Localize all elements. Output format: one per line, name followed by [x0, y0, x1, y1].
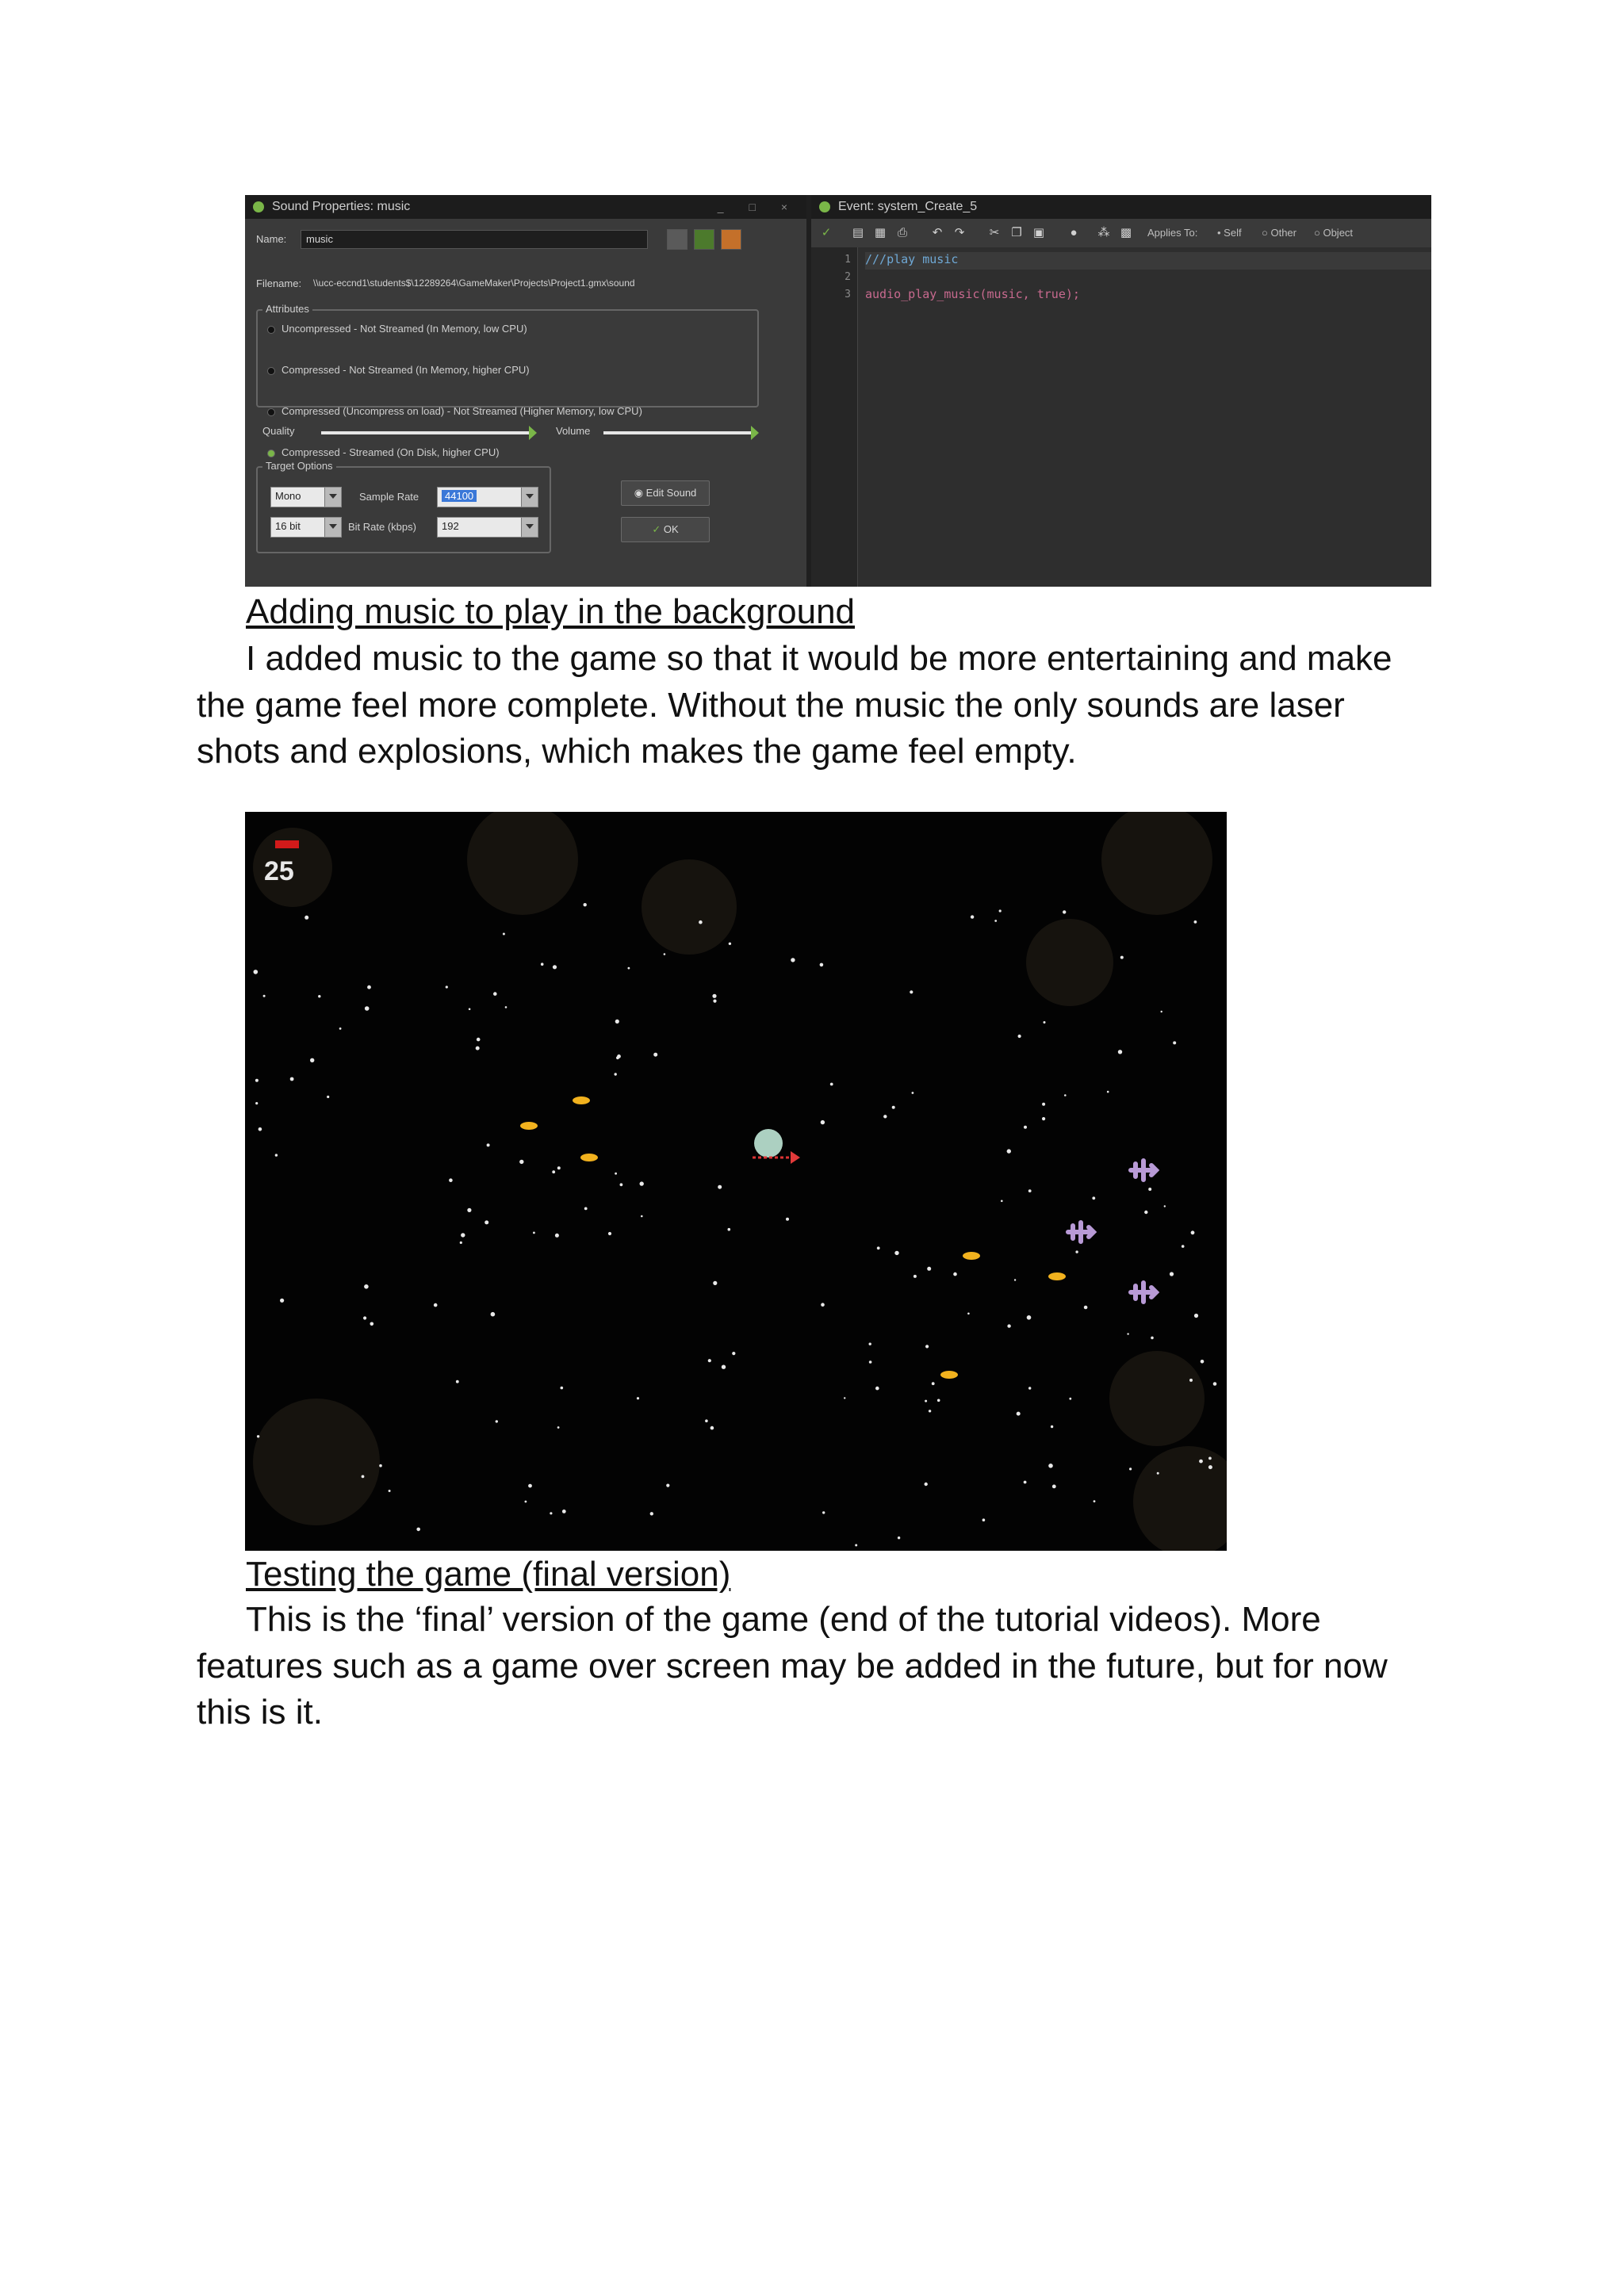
- asteroid-icon: [1109, 1351, 1205, 1446]
- star-icon: [666, 1484, 669, 1487]
- star-icon: [503, 933, 505, 936]
- enemy-layer: [1068, 1161, 1156, 1302]
- quality-slider[interactable]: [321, 431, 532, 434]
- star-icon: [821, 1303, 825, 1307]
- star-icon: [364, 1284, 369, 1289]
- star-icon: [713, 1000, 716, 1003]
- enemy-ship-icon: [1068, 1223, 1094, 1242]
- star-icon: [1048, 1464, 1053, 1468]
- star-icon: [937, 1399, 940, 1402]
- star-icon: [318, 995, 320, 997]
- copy-icon[interactable]: ❐: [1011, 226, 1022, 239]
- score-counter: 25: [264, 856, 294, 886]
- star-icon: [1044, 1021, 1046, 1024]
- star-icon: [1208, 1457, 1212, 1460]
- line-number-gutter: [811, 247, 858, 587]
- bullet: [1048, 1272, 1066, 1280]
- star-icon: [615, 1073, 617, 1075]
- star-icon: [496, 1420, 498, 1422]
- bit-rate-select[interactable]: [437, 517, 538, 538]
- star-icon: [898, 1536, 900, 1539]
- stop-sound-button[interactable]: [721, 229, 741, 250]
- star-icon: [1027, 1315, 1032, 1320]
- star-icon: [505, 1006, 508, 1008]
- volume-label: Volume: [556, 425, 591, 437]
- channels-select[interactable]: [270, 487, 342, 507]
- star-icon: [855, 1544, 857, 1547]
- star-icon: [550, 1512, 552, 1514]
- bit-rate-label: Bit Rate (kbps): [348, 521, 416, 533]
- paste-icon[interactable]: ▣: [1032, 226, 1045, 239]
- star-icon: [729, 943, 731, 945]
- star-icon: [1148, 1188, 1151, 1191]
- star-icon: [821, 1120, 825, 1124]
- star-icon: [557, 1426, 560, 1429]
- star-icon: [1042, 1117, 1045, 1120]
- attributes-legend: Attributes: [262, 303, 312, 315]
- game-screenshot: [245, 812, 1227, 1551]
- star-icon: [1007, 1149, 1011, 1153]
- star-icon: [1173, 1041, 1176, 1044]
- star-icon: [967, 1313, 970, 1315]
- applies-object-radio[interactable]: [1314, 227, 1353, 239]
- star-icon: [1120, 956, 1124, 959]
- star-icon: [446, 985, 448, 988]
- star-icon: [1024, 1126, 1027, 1129]
- code-line-call: [865, 287, 1080, 301]
- event-window-title: Event: system_Create_5: [838, 200, 978, 213]
- asteroid-layer: [253, 812, 1227, 1551]
- event-window-titlebar: [811, 195, 1431, 219]
- star-icon: [1194, 920, 1197, 924]
- star-icon: [1191, 1230, 1195, 1234]
- star-icon: [912, 1092, 914, 1094]
- star-icon: [1118, 1050, 1122, 1054]
- volume-slider[interactable]: [603, 431, 754, 434]
- channels-value: Mono: [275, 490, 301, 502]
- attribute-label: Compressed - Not Streamed (In Memory, higher CPU): [282, 364, 530, 376]
- star-icon: [1051, 1425, 1053, 1428]
- star-icon: [280, 1299, 284, 1303]
- star-icon: [1028, 1189, 1032, 1192]
- star-icon: [650, 1512, 653, 1515]
- star-icon: [1024, 1481, 1027, 1484]
- gamemaker-icon: [253, 201, 264, 212]
- gamemaker-editor-screenshot: [245, 195, 1431, 587]
- star-icon: [1064, 1094, 1067, 1096]
- player-shield-icon: [754, 1129, 783, 1158]
- volume-slider-handle[interactable]: [751, 426, 759, 440]
- resource-tree-icon[interactable]: ⁂: [1097, 226, 1110, 239]
- code-toolbar: [811, 219, 1431, 247]
- star-icon: [1199, 1460, 1203, 1464]
- radio-icon: ○: [1314, 227, 1323, 239]
- asteroid-icon: [467, 812, 578, 915]
- star-icon: [1161, 1011, 1162, 1012]
- star-icon: [1075, 1250, 1078, 1253]
- star-icon: [883, 1115, 887, 1118]
- asteroid-icon: [1133, 1446, 1227, 1551]
- star-icon: [728, 1228, 731, 1231]
- sound-properties-window: [245, 195, 811, 587]
- star-icon: [628, 967, 630, 970]
- chevron-down-icon: [521, 488, 538, 507]
- bullet: [963, 1252, 980, 1260]
- bullet: [573, 1096, 590, 1104]
- applies-to-label: Applies To:: [1147, 227, 1198, 239]
- star-icon: [584, 1207, 588, 1211]
- star-icon: [365, 1006, 370, 1011]
- star-icon: [892, 1106, 895, 1109]
- star-icon: [259, 1127, 262, 1131]
- edit-sound-button[interactable]: [621, 480, 710, 506]
- line-number: 2: [845, 271, 851, 283]
- star-icon: [615, 1020, 619, 1024]
- star-icon: [620, 1183, 623, 1186]
- star-icon: [820, 963, 824, 967]
- star-icon: [718, 1185, 722, 1189]
- other-label: Other: [1270, 227, 1297, 239]
- star-icon: [722, 1365, 726, 1369]
- player-ship-icon: [791, 1151, 800, 1164]
- star-icon: [910, 990, 913, 993]
- star-icon: [476, 1047, 480, 1050]
- code-line-comment: [865, 252, 1431, 270]
- star-icon: [869, 1360, 872, 1364]
- star-icon: [608, 1232, 611, 1235]
- target-options-group: [256, 460, 551, 553]
- attribute-label: Uncompressed - Not Streamed (In Memory, low CPU): [282, 323, 527, 335]
- attribute-option[interactable]: [264, 360, 764, 381]
- star-icon: [822, 1511, 825, 1513]
- star-icon: [999, 909, 1002, 912]
- paragraph-testing: This is the ‘final’ version of the game (end of the tutorial videos). More features such as a game over screen may be added in the future, but for now this is it.: [197, 1600, 1388, 1732]
- attribute-option[interactable]: [264, 319, 764, 339]
- star-icon: [275, 1154, 278, 1156]
- bit-depth-value: 16 bit: [275, 520, 301, 532]
- asteroid-icon: [1101, 812, 1212, 915]
- star-icon: [1014, 1279, 1016, 1280]
- star-icon: [1007, 1324, 1010, 1327]
- radio-icon: [267, 408, 275, 416]
- star-icon: [363, 1316, 366, 1319]
- star-icon: [477, 1038, 481, 1042]
- star-icon: [461, 1233, 465, 1237]
- quality-label: Quality: [262, 425, 295, 437]
- star-icon: [925, 1345, 929, 1348]
- star-icon: [925, 1400, 927, 1402]
- event-code-window: [811, 195, 1431, 587]
- star-icon: [434, 1303, 438, 1307]
- asteroid-icon: [253, 1399, 380, 1525]
- star-icon: [255, 1079, 259, 1082]
- star-icon: [389, 1490, 391, 1492]
- star-icon: [1017, 1412, 1021, 1416]
- star-icon: [637, 1397, 639, 1399]
- star-icon: [786, 1218, 789, 1221]
- star-icon: [994, 920, 997, 922]
- edit-sound-label: Edit Sound: [645, 487, 697, 499]
- applies-self-radio[interactable]: [1217, 227, 1242, 239]
- attribute-label: Compressed (Uncompress on load) - Not Streamed (Higher Memory, low CPU): [282, 405, 642, 417]
- cut-icon[interactable]: ✂: [989, 226, 1000, 239]
- radio-icon: [267, 326, 275, 334]
- star-icon: [519, 1160, 523, 1164]
- bit-rate-value: 192: [442, 520, 459, 532]
- star-icon: [708, 1359, 711, 1362]
- line-number: 3: [845, 289, 851, 300]
- object-label: Object: [1323, 227, 1354, 239]
- star-icon: [894, 1251, 898, 1255]
- asteroid-icon: [1026, 919, 1113, 1006]
- star-icon: [844, 1397, 845, 1399]
- star-icon: [953, 1272, 957, 1276]
- star-icon: [310, 1058, 314, 1062]
- target-options-legend: Target Options: [262, 460, 336, 472]
- star-icon: [263, 995, 266, 997]
- star-icon: [982, 1518, 986, 1521]
- radio-icon: ○: [1262, 227, 1271, 239]
- chevron-down-icon: [324, 518, 341, 537]
- star-icon: [1151, 1337, 1154, 1340]
- star-icon: [469, 1008, 471, 1011]
- bullet-layer: [520, 1096, 1066, 1379]
- star-icon: [379, 1464, 382, 1468]
- star-icon: [1182, 1245, 1185, 1248]
- filename-value: \\ucc-eccnd1\students$\12289264\GameMaker\Projects\Project1.gmx\sound: [313, 277, 635, 289]
- star-icon: [929, 1410, 931, 1412]
- star-icon: [367, 985, 371, 989]
- star-icon: [553, 965, 557, 969]
- ok-button[interactable]: [621, 517, 710, 542]
- filename-label: Filename:: [256, 277, 302, 289]
- star-icon: [327, 1096, 329, 1098]
- star-icon: [875, 1387, 879, 1391]
- star-icon: [971, 915, 974, 918]
- self-label: Self: [1224, 227, 1242, 239]
- bullet: [940, 1371, 958, 1379]
- star-icon: [1028, 1387, 1031, 1389]
- star-icon: [1170, 1272, 1174, 1276]
- star-icon: [1069, 1398, 1071, 1400]
- chevron-down-icon: [324, 488, 341, 507]
- radio-icon: [267, 367, 275, 375]
- sample-rate-select[interactable]: [437, 487, 538, 507]
- enemy-ship-icon: [1131, 1161, 1156, 1180]
- attribute-label: Compressed - Streamed (On Disk, higher CPU): [282, 446, 500, 458]
- window-controls-icon[interactable]: _ □ ×: [717, 201, 799, 213]
- star-icon: [1018, 1035, 1021, 1038]
- star-icon: [1084, 1306, 1088, 1310]
- star-icon: [1042, 1103, 1045, 1106]
- caption-testing: Testing the game (final version): [246, 1555, 731, 1594]
- star-icon: [290, 1077, 294, 1081]
- asteroid-icon: [642, 859, 737, 955]
- sound-window-title: Sound Properties: music: [272, 200, 411, 213]
- sound-window-titlebar: [245, 195, 806, 219]
- star-icon: [561, 1387, 564, 1390]
- star-icon: [525, 1501, 527, 1503]
- star-icon: [932, 1382, 935, 1385]
- star-icon: [830, 1083, 833, 1086]
- radio-selected-icon: •: [1217, 227, 1224, 239]
- star-icon: [304, 916, 308, 920]
- health-bar: [275, 840, 299, 848]
- attribute-option-selected[interactable]: [264, 442, 764, 463]
- sample-rate-label: Sample Rate: [359, 491, 419, 503]
- star-icon: [925, 1483, 928, 1486]
- star-icon: [713, 1281, 717, 1285]
- accept-check-icon[interactable]: ✓: [821, 226, 832, 239]
- star-icon: [1208, 1465, 1212, 1469]
- code-editor[interactable]: [859, 247, 1431, 587]
- star-icon: [339, 1027, 342, 1030]
- edit-sound-icon: ◉: [634, 487, 646, 499]
- star-icon: [1127, 1333, 1128, 1334]
- find-icon[interactable]: ●: [1070, 226, 1078, 239]
- star-icon: [615, 1173, 617, 1175]
- star-icon: [710, 1426, 714, 1430]
- star-icon: [557, 1166, 561, 1169]
- open-icon[interactable]: ▤: [852, 226, 864, 239]
- star-icon: [1094, 1500, 1096, 1502]
- star-icon: [552, 1170, 555, 1173]
- star-icon: [616, 1056, 619, 1059]
- star-icon: [460, 1242, 462, 1244]
- quality-slider-handle[interactable]: [529, 426, 537, 440]
- sample-rate-value: 44100: [442, 490, 477, 502]
- undo-icon[interactable]: ↶: [932, 226, 943, 239]
- redo-icon[interactable]: ↷: [954, 226, 965, 239]
- bullet: [580, 1154, 598, 1161]
- code-call: audio_play_music(music, true);: [865, 287, 1080, 301]
- star-icon: [370, 1322, 374, 1326]
- star-icon: [416, 1528, 420, 1532]
- star-icon: [877, 1246, 880, 1249]
- star-icon: [541, 962, 544, 966]
- star-icon: [640, 1181, 644, 1185]
- star-icon: [1194, 1314, 1198, 1318]
- star-icon: [699, 920, 703, 924]
- star-icon: [555, 1234, 559, 1238]
- star-icon: [362, 1475, 365, 1479]
- bullet: [520, 1122, 538, 1130]
- star-icon: [732, 1352, 735, 1355]
- star-icon: [1001, 1200, 1003, 1203]
- ok-label: OK: [663, 523, 679, 535]
- star-icon: [712, 994, 716, 998]
- star-icon: [255, 1102, 258, 1104]
- star-icon: [664, 953, 666, 955]
- star-icon: [467, 1208, 471, 1212]
- applies-other-radio[interactable]: [1262, 227, 1297, 239]
- star-icon: [257, 1435, 259, 1437]
- star-icon: [449, 1178, 453, 1182]
- gamemaker-icon: [819, 201, 830, 212]
- player-ship: [753, 1129, 800, 1164]
- star-icon: [641, 1215, 643, 1218]
- star-icon: [487, 1143, 490, 1146]
- load-sound-button[interactable]: [667, 229, 688, 250]
- star-icon: [1129, 1468, 1132, 1470]
- line-number: 1: [845, 254, 851, 266]
- game-canvas: [245, 812, 1227, 1551]
- check-icon: ✓: [652, 523, 664, 535]
- star-icon: [562, 1510, 566, 1513]
- code-comment: ///play music: [865, 252, 959, 266]
- star-icon: [1164, 1205, 1166, 1207]
- star-icon: [927, 1267, 931, 1271]
- star-icon: [1063, 910, 1066, 913]
- star-icon: [1092, 1196, 1095, 1200]
- star-icon: [1201, 1360, 1205, 1364]
- star-icon: [653, 1053, 657, 1057]
- star-icon: [914, 1275, 917, 1278]
- star-icon: [1052, 1485, 1056, 1489]
- print-icon[interactable]: ⎙: [897, 226, 907, 239]
- attribute-option[interactable]: [264, 401, 764, 422]
- caption-music: Adding music to play in the background: [246, 592, 856, 631]
- play-sound-button[interactable]: [694, 229, 714, 250]
- star-icon: [1213, 1382, 1217, 1386]
- enemy-ship-icon: [1131, 1283, 1156, 1302]
- star-icon: [869, 1343, 871, 1345]
- star-icon: [705, 1419, 708, 1422]
- star-icon: [1144, 1211, 1147, 1214]
- star-icon: [254, 970, 259, 974]
- star-icon: [528, 1484, 532, 1488]
- name-label: Name:: [256, 233, 287, 245]
- star-icon: [533, 1232, 535, 1234]
- save-icon[interactable]: ▦: [874, 226, 887, 239]
- star-icon: [1189, 1379, 1193, 1382]
- script-icon[interactable]: ▩: [1120, 226, 1132, 239]
- star-icon: [1157, 1472, 1159, 1475]
- star-icon: [584, 903, 587, 906]
- star-icon: [491, 1312, 496, 1317]
- bit-depth-select[interactable]: [270, 517, 342, 538]
- paragraph-music: I added music to the game so that it would be more entertaining and make the game feel more complete. Without the music the only sounds are laser shots and explosions, which makes the game feel empty.: [197, 639, 1392, 771]
- star-icon: [485, 1220, 488, 1224]
- sound-name-input[interactable]: music: [301, 230, 648, 249]
- star-icon: [493, 992, 497, 996]
- star-icon: [456, 1380, 459, 1383]
- radio-selected-icon: [267, 450, 275, 457]
- star-icon: [791, 958, 795, 962]
- star-icon: [1107, 1091, 1109, 1093]
- chevron-down-icon: [521, 518, 538, 537]
